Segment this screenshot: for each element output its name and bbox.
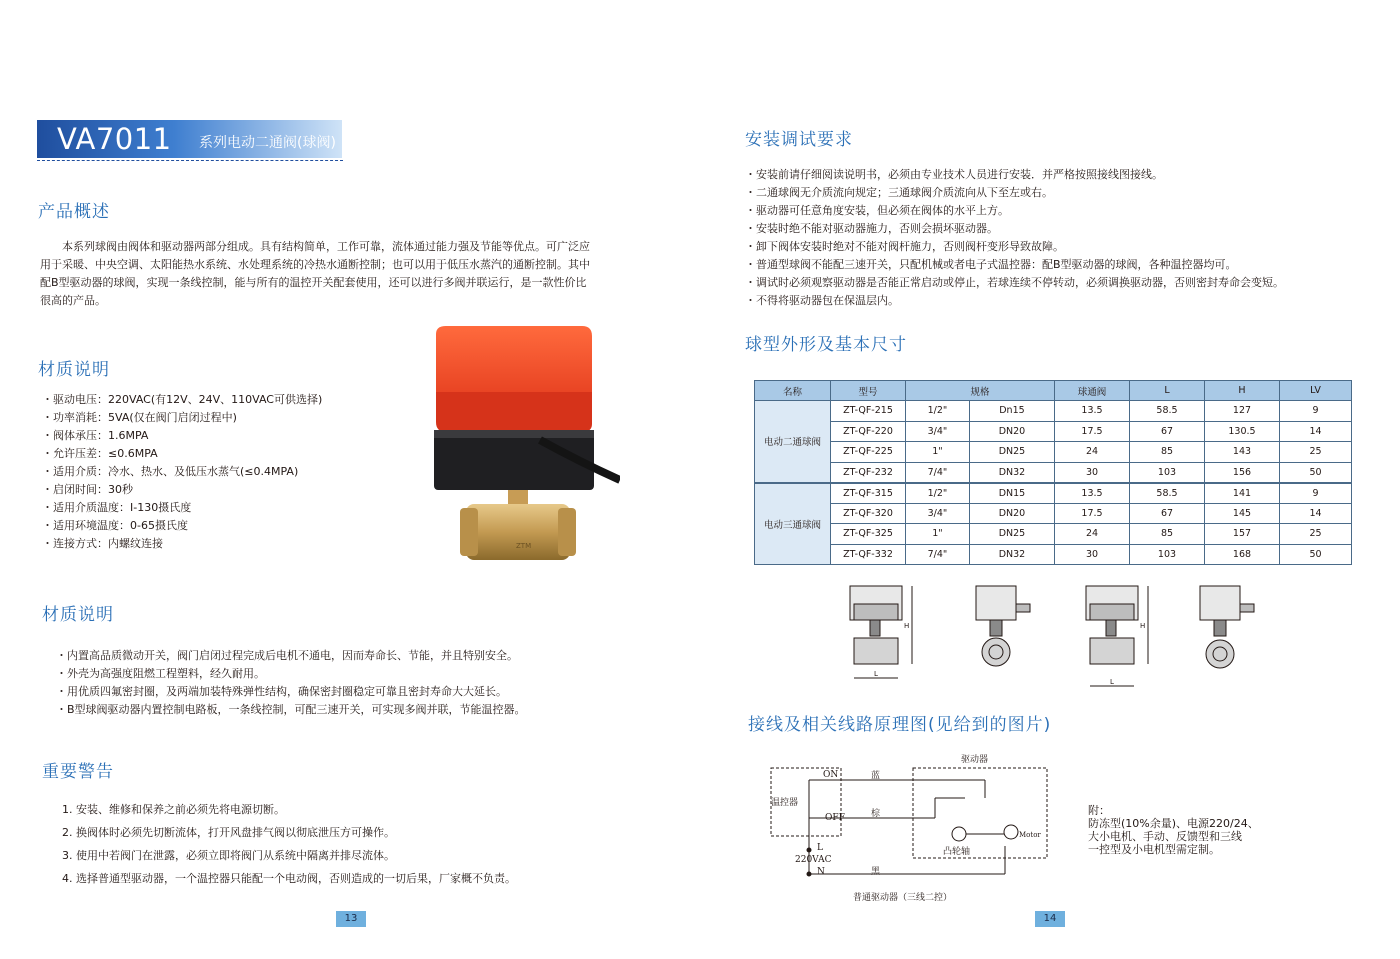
material-item: ・适用介质：冷水、热水、及低压水蒸气(≤0.4MPA) [42,465,299,478]
table-cell: 7/4" [906,462,970,483]
note-line: 大小电机、手动、反馈型和三线 [1088,830,1242,843]
table-cell: 17.5 [1055,503,1130,524]
table-cell: 1/2" [906,483,970,504]
material-item: ・阀体承压：1.6MPA [42,429,149,442]
table-cell: 58.5 [1130,483,1205,504]
material-heading: 材质说明 [38,360,110,380]
l-label: L [817,843,823,853]
overview-paragraph [40,238,660,310]
material-list [42,391,322,553]
warning-list [62,801,516,893]
table-cell: 13.5 [1055,401,1130,422]
table-cell: 30 [1055,544,1130,565]
feature-item: ・内置高品质微动开关，阀门启闭过程完成后电机不通电，因而寿命长、节能，并且特别安全。 [56,649,518,662]
table-cell: 141 [1205,483,1280,504]
table-header: 球通阀 [1055,381,1130,401]
overview-line: 很高的产品。 [40,294,106,307]
table-cell: 24 [1055,524,1130,545]
custom-note [1088,804,1259,856]
model-title: VA7011 [57,122,172,156]
table-row [755,401,1352,422]
table-cell: 130.5 [1205,421,1280,442]
install-item: ・二通球阀无介质流向规定；三通球阀介质流向从下至左或右。 [745,186,1053,199]
table-row [755,421,1352,442]
overview-line: 配B型驱动器的球阀，实现一条线控制，能与所有的温控开关配套使用，还可以进行多阀并联运行，是一款性价比 [40,276,587,289]
table-cell: 25 [1280,524,1352,545]
table-cell: 24 [1055,442,1130,463]
wiring-caption: 普通驱动器（三线二控） [853,893,953,903]
motor-label: Motor [1019,831,1041,839]
off-label: OFF [825,813,845,823]
table-cell: ZT-QF-315 [831,483,906,504]
drawing-h-label: H [1140,622,1146,630]
dimension-heading: 球型外形及基本尺寸 [745,335,907,355]
install-item: ・安装前请仔细阅读说明书，必须由专业技术人员进行安装．并严格按照接线图接线。 [745,168,1163,181]
table-cell: 127 [1205,401,1280,422]
feature-heading: 材质说明 [42,605,114,625]
table-cell: DN20 [969,503,1054,524]
material-item: ・适用环境温度：0-65摄氏度 [42,519,188,532]
table-cell: 13.5 [1055,483,1130,504]
material-item: ・允许压差：≤0.6MPA [42,447,158,460]
table-cell: Dn15 [969,401,1054,422]
warning-item: 2. 换阀体时必须先切断流体，打开风盘排气阀以彻底泄压方可操作。 [62,826,395,839]
install-item: ・安装时绝不能对驱动器施力，否则会损坏驱动器。 [745,222,998,235]
on-label: ON [823,770,839,780]
table-cell: ZT-QF-232 [831,462,906,483]
feature-item: ・B型球阀驱动器内置控制电路板，一条线控制，可配三速开关，可实现多阀并联，节能温控器。 [56,703,526,716]
cam-icon [952,827,966,841]
table-cell: 3/4" [906,421,970,442]
page-number-left: 13 [336,911,366,927]
table-cell: 7/4" [906,544,970,565]
install-item: ・普通型球阀不能配三速开关，只配机械或者电子式温控器：配B型驱动器的球阀，各种温控器均可。 [745,258,1237,271]
table-cell: 145 [1205,503,1280,524]
table-cell: 67 [1130,421,1205,442]
cam-label: 凸轮轴 [943,847,971,857]
table-cell: 85 [1130,524,1205,545]
install-heading: 安装调试要求 [745,130,853,150]
table-cell: 17.5 [1055,421,1130,442]
brown-wire-label: 棕 [871,809,881,819]
n-label: N [817,867,825,877]
dimension-drawings [840,578,1260,698]
feature-list [56,647,526,719]
table-cell: ZT-QF-320 [831,503,906,524]
table-header: L [1130,381,1205,401]
table-header: 名称 [755,381,831,401]
feature-item: ・用优质四氟密封圈，及两端加装特殊弹性结构，确保密封圈稳定可靠且密封寿命大大延长。 [56,685,507,698]
table-cell: ZT-QF-332 [831,544,906,565]
table-cell: 67 [1130,503,1205,524]
table-cell: 25 [1280,442,1352,463]
note-title: 附： [1088,804,1110,817]
table-cell: 1" [906,442,970,463]
table-cell: DN32 [969,544,1054,565]
blue-wire-label: 蓝 [871,771,881,781]
install-item: ・卸下阀体安装时绝对不能对阀杆施力，否则阀杆变形导致故障。 [745,240,1064,253]
table-header: 型号 [831,381,906,401]
table-cell: 14 [1280,421,1352,442]
drawing-l-label: L [874,670,878,678]
table-cell: 143 [1205,442,1280,463]
black-wire-label: 黑 [871,867,881,877]
title-banner [37,120,342,158]
drawing-three-way-side [1200,586,1254,668]
group-name-cell: 电动三通球阀 [755,483,831,565]
feature-item: ・外壳为高强度阻燃工程塑料，经久耐用。 [56,667,265,680]
overview-line: 本系列球阀由阀体和驱动器两部分组成。具有结构简单，工作可靠，流体通过能力强及节能等优点。可广泛应 [62,240,590,253]
table-cell: DN32 [969,462,1054,483]
table-cell: 14 [1280,503,1352,524]
title-divider [37,160,343,161]
table-cell: 85 [1130,442,1205,463]
wiring-diagram [765,750,1085,910]
table-cell: DN25 [969,442,1054,463]
table-cell: 157 [1205,524,1280,545]
drawing-two-way-side [976,586,1030,666]
table-cell: 9 [1280,483,1352,504]
table-header-row [755,381,1352,401]
table-cell: 1/2" [906,401,970,422]
table-cell: 103 [1130,462,1205,483]
drawing-l-label: L [1110,678,1114,686]
warning-item: 1. 安装、维修和保养之前必须先将电源切断。 [62,803,285,816]
driver-label: 驱动器 [961,755,989,765]
table-cell: DN25 [969,524,1054,545]
warning-item: 3. 使用中若阀门在泄露，必须立即将阀门从系统中隔离并排尽流体。 [62,849,395,862]
install-item: ・不得将驱动器包在保温层内。 [745,294,899,307]
wiring-heading: 接线及相关线路原理图(见给到的图片) [748,715,1052,735]
product-photo [420,322,620,577]
table-cell: ZT-QF-325 [831,524,906,545]
product-stamp: ZTM [516,542,532,550]
note-line: 一控型及小电机型需定制。 [1088,843,1220,856]
note-line: 防冻型(10%余量)、电源220/24、 [1088,817,1259,830]
table-header: LV [1280,381,1352,401]
table-row [755,483,1352,504]
table-cell: 103 [1130,544,1205,565]
table-cell: 58.5 [1130,401,1205,422]
table-cell: 156 [1205,462,1280,483]
table-cell: 30 [1055,462,1130,483]
table-cell: 168 [1205,544,1280,565]
dimension-table [754,380,1352,565]
table-row [755,462,1352,483]
drawing-three-way-front [1086,586,1148,686]
table-cell: ZT-QF-215 [831,401,906,422]
motor-icon [1004,825,1018,839]
warning-heading: 重要警告 [42,762,114,782]
page-number-right: 14 [1035,911,1065,927]
drawing-two-way-front [850,586,912,678]
material-item: ・功率消耗：5VA(仅在阀门启闭过程中) [42,411,237,424]
install-list [745,166,1284,310]
material-item: ・适用介质温度：I-130摄氏度 [42,501,192,514]
table-cell: 50 [1280,544,1352,565]
table-cell: 50 [1280,462,1352,483]
overview-heading: 产品概述 [38,202,110,222]
voltage-label: 220VAC [795,855,832,865]
drawing-h-label: H [904,622,910,630]
driver-box [913,768,1047,858]
table-cell: 9 [1280,401,1352,422]
material-item: ・连接方式：内螺纹连接 [42,537,163,550]
table-header: 规格 [906,381,1055,401]
install-item: ・调试时必须观察驱动器是否能正常启动或停止，若球连续不停转动，必须调换驱动器，否则密封寿命会变短。 [745,276,1284,289]
table-row [755,503,1352,524]
table-cell: ZT-QF-220 [831,421,906,442]
material-item: ・驱动电压：220VAC(有12V、24V、110VAC可供选择) [42,393,323,406]
table-cell: 1" [906,524,970,545]
table-cell: 3/4" [906,503,970,524]
table-cell: DN20 [969,421,1054,442]
thermostat-label: 温控器 [771,798,799,808]
series-subtitle: 系列电动二通阀(球阀) [199,135,336,151]
table-cell: ZT-QF-225 [831,442,906,463]
overview-line: 用于采暖、中央空调、太阳能热水系统、水处理系统的冷热水通断控制；也可以用于低压水蒸汽的通断控制。其中 [40,258,590,271]
group-name-cell: 电动二通球阀 [755,401,831,483]
material-item: ・启闭时间：30秒 [42,483,133,496]
table-cell: DN15 [969,483,1054,504]
table-row [755,524,1352,545]
table-header: H [1205,381,1280,401]
warning-item: 4. 选择普通型驱动器，一个温控器只能配一个电动阀，否则造成的一切后果，厂家概不负责。 [62,872,516,885]
table-row [755,442,1352,463]
table-row [755,544,1352,565]
install-item: ・驱动器可任意角度安装，但必须在阀体的水平上方。 [745,204,1009,217]
